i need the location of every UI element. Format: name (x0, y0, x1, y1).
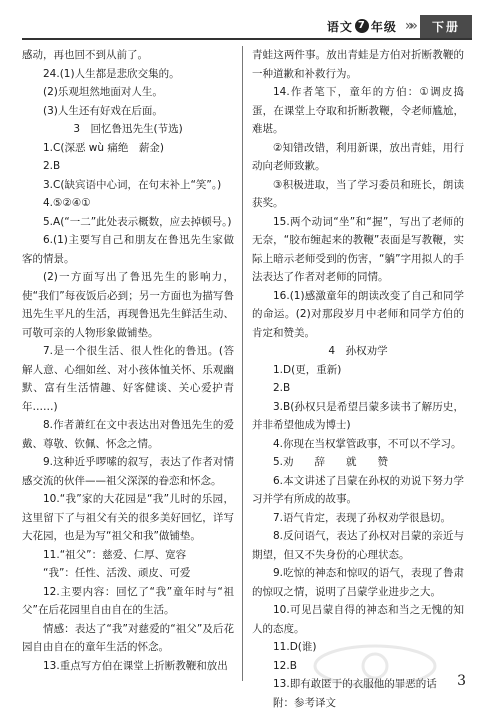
answer-paragraph: 11.“祖父”：慈爱、仁厚、宽容 (22, 546, 234, 565)
answer-paragraph: 附：参考译文 (252, 694, 464, 712)
answer-paragraph: 5.劝 辞 就 赞 (252, 453, 464, 472)
grade-suffix: 年级 (371, 18, 397, 35)
subject-text: 语文 (327, 18, 353, 35)
answer-paragraph: 青蛙这两件事。放出青蛙是方伯对折断教鞭的一种道歉和补救行为。 (252, 46, 464, 83)
answer-paragraph: (2)乐观坦然地面对人生。 (22, 83, 234, 102)
answer-paragraph: “我”：任性、活泼、顽皮、可爱 (22, 564, 234, 583)
answer-paragraph: 1.D(更，重新) (252, 361, 464, 380)
section-heading: 4 孙权劝学 (252, 342, 464, 361)
answer-paragraph: 11.D(谁) (252, 638, 464, 657)
answer-paragraph: 情感：表达了“我”对慈爱的“祖父”及后花园自由自在的童年生活的怀念。 (22, 620, 234, 657)
answer-paragraph: (3)人生还有好戏在后面。 (22, 102, 234, 121)
double-chevron-icon: »» (405, 18, 414, 34)
answer-paragraph: 3.C(缺宾语中心词，在句末补上“笑”。) (22, 176, 234, 195)
answer-paragraph: 5.A(“一二”此处表示概数，应去掉顿号。) (22, 213, 234, 232)
answer-paragraph: 13.重点写方伯在课堂上折断教鞭和放出 (22, 657, 234, 676)
answer-paragraph: 2.B (22, 157, 234, 176)
answer-paragraph: 9.吃惊的神态和惊叹的语气，表现了鲁肃的惊叹之情，说明了吕蒙学业进步之大。 (252, 564, 464, 601)
answer-paragraph: 2.B (252, 379, 464, 398)
left-column (22, 46, 234, 675)
answer-paragraph: 感动，再也回不到从前了。 (22, 46, 234, 65)
answer-paragraph: ③积极进取，当了学习委员和班长，朗读获奖。 (252, 176, 464, 213)
answer-paragraph: 6.本文讲述了吕蒙在孙权的劝说下努力学习并学有所成的故事。 (252, 472, 464, 509)
volume-tab: 下册 (420, 15, 472, 38)
answer-paragraph: 10.可见吕蒙自得的神态和当之无愧的知人的态度。 (252, 601, 464, 638)
answer-paragraph: 13.即有敢匿于的衣服他的罪恶的话 (252, 675, 464, 694)
answer-paragraph: 9.这种近乎啰嗦的叙写，表达了作者对情感交流的伙伴——祖父深深的眷恋和怀念。 (22, 453, 234, 490)
answer-paragraph: 10.“我”家的大花园是“我”儿时的乐园，这里留下了与祖父有关的很多美好回忆，详写大花园，也是为写“祖父和我”做铺垫。 (22, 490, 234, 546)
answer-paragraph: 14.作者笔下，童年的方伯：①调皮捣蛋，在课堂上夺取和折断教鞭，令老师尴尬，难堪。 (252, 83, 464, 139)
answer-paragraph: 6.(1)主要写自己和朋友在鲁迅先生家做客的情景。 (22, 231, 234, 268)
subject-grade-label (327, 18, 397, 35)
answer-paragraph: 24.(1)人生都是悲欣交集的。 (22, 65, 234, 84)
answer-paragraph: 8.反问语气，表达了孙权对吕蒙的亲近与期望，但又不失身份的心理状态。 (252, 527, 464, 564)
section-heading: 3 回忆鲁迅先生(节选) (22, 120, 234, 139)
answer-paragraph: 8.作者萧红在文中表达出对鲁迅先生的爱戴、尊敬、钦佩、怀念之情。 (22, 416, 234, 453)
answer-paragraph: ②知错改错，利用新课，放出青蛙，用行动向老师致歉。 (252, 139, 464, 176)
answer-paragraph: 4.⑤②④① (22, 194, 234, 213)
header-rule (22, 38, 472, 40)
answer-paragraph: 16.(1)感激童年的朗读改变了自己和同学的命运。(2)对那段岁月中老师和同学方伯的肯定和赞美。 (252, 287, 464, 343)
answer-paragraph: 4.你现在当权掌管政事，不可以不学习。 (252, 435, 464, 454)
answer-paragraph: (2)一方面写出了鲁迅先生的影响力，使“我们”每夜饭后必到；另一方面也为描写鲁迅先生平凡的生活，再现鲁迅先生鲜活生动、可敬可亲的人物形象做铺垫。 (22, 268, 234, 342)
grade-number-badge: 7 (355, 19, 369, 33)
answer-paragraph: 7.语气肯定，表现了孙权劝学很恳切。 (252, 509, 464, 528)
column-divider (242, 46, 243, 681)
page-header (327, 14, 472, 38)
watermark-logo (310, 641, 440, 691)
answer-paragraph: 1.C(深恶 wù 痛绝 薪金) (22, 139, 234, 158)
answer-paragraph: 7.是一个很生活、很人性化的鲁迅。(答解人意、心细如丝、对小孩体恤关怀、乐观幽默、富有生活情趣、好客健谈、关心爱护青年……) (22, 342, 234, 416)
answer-paragraph: 15.两个动词“坐”和“握”，写出了老师的无奈，“胶布缠起来的教鞭”表面是写教鞭，实际上暗示老师受到的伤害，“躺”字用拟人的手法表达了作者对老师的同情。 (252, 213, 464, 287)
answer-paragraph: 12.主要内容：回忆了“我”童年时与“祖父”在后花园里自由自在的生活。 (22, 583, 234, 620)
right-column (252, 46, 464, 712)
answer-paragraph: 3.B(孙权只是希望吕蒙多读书了解历史，并非希望他成为博士) (252, 398, 464, 435)
page-number: 3 (457, 673, 466, 689)
answer-paragraph: 12.B (252, 657, 464, 676)
